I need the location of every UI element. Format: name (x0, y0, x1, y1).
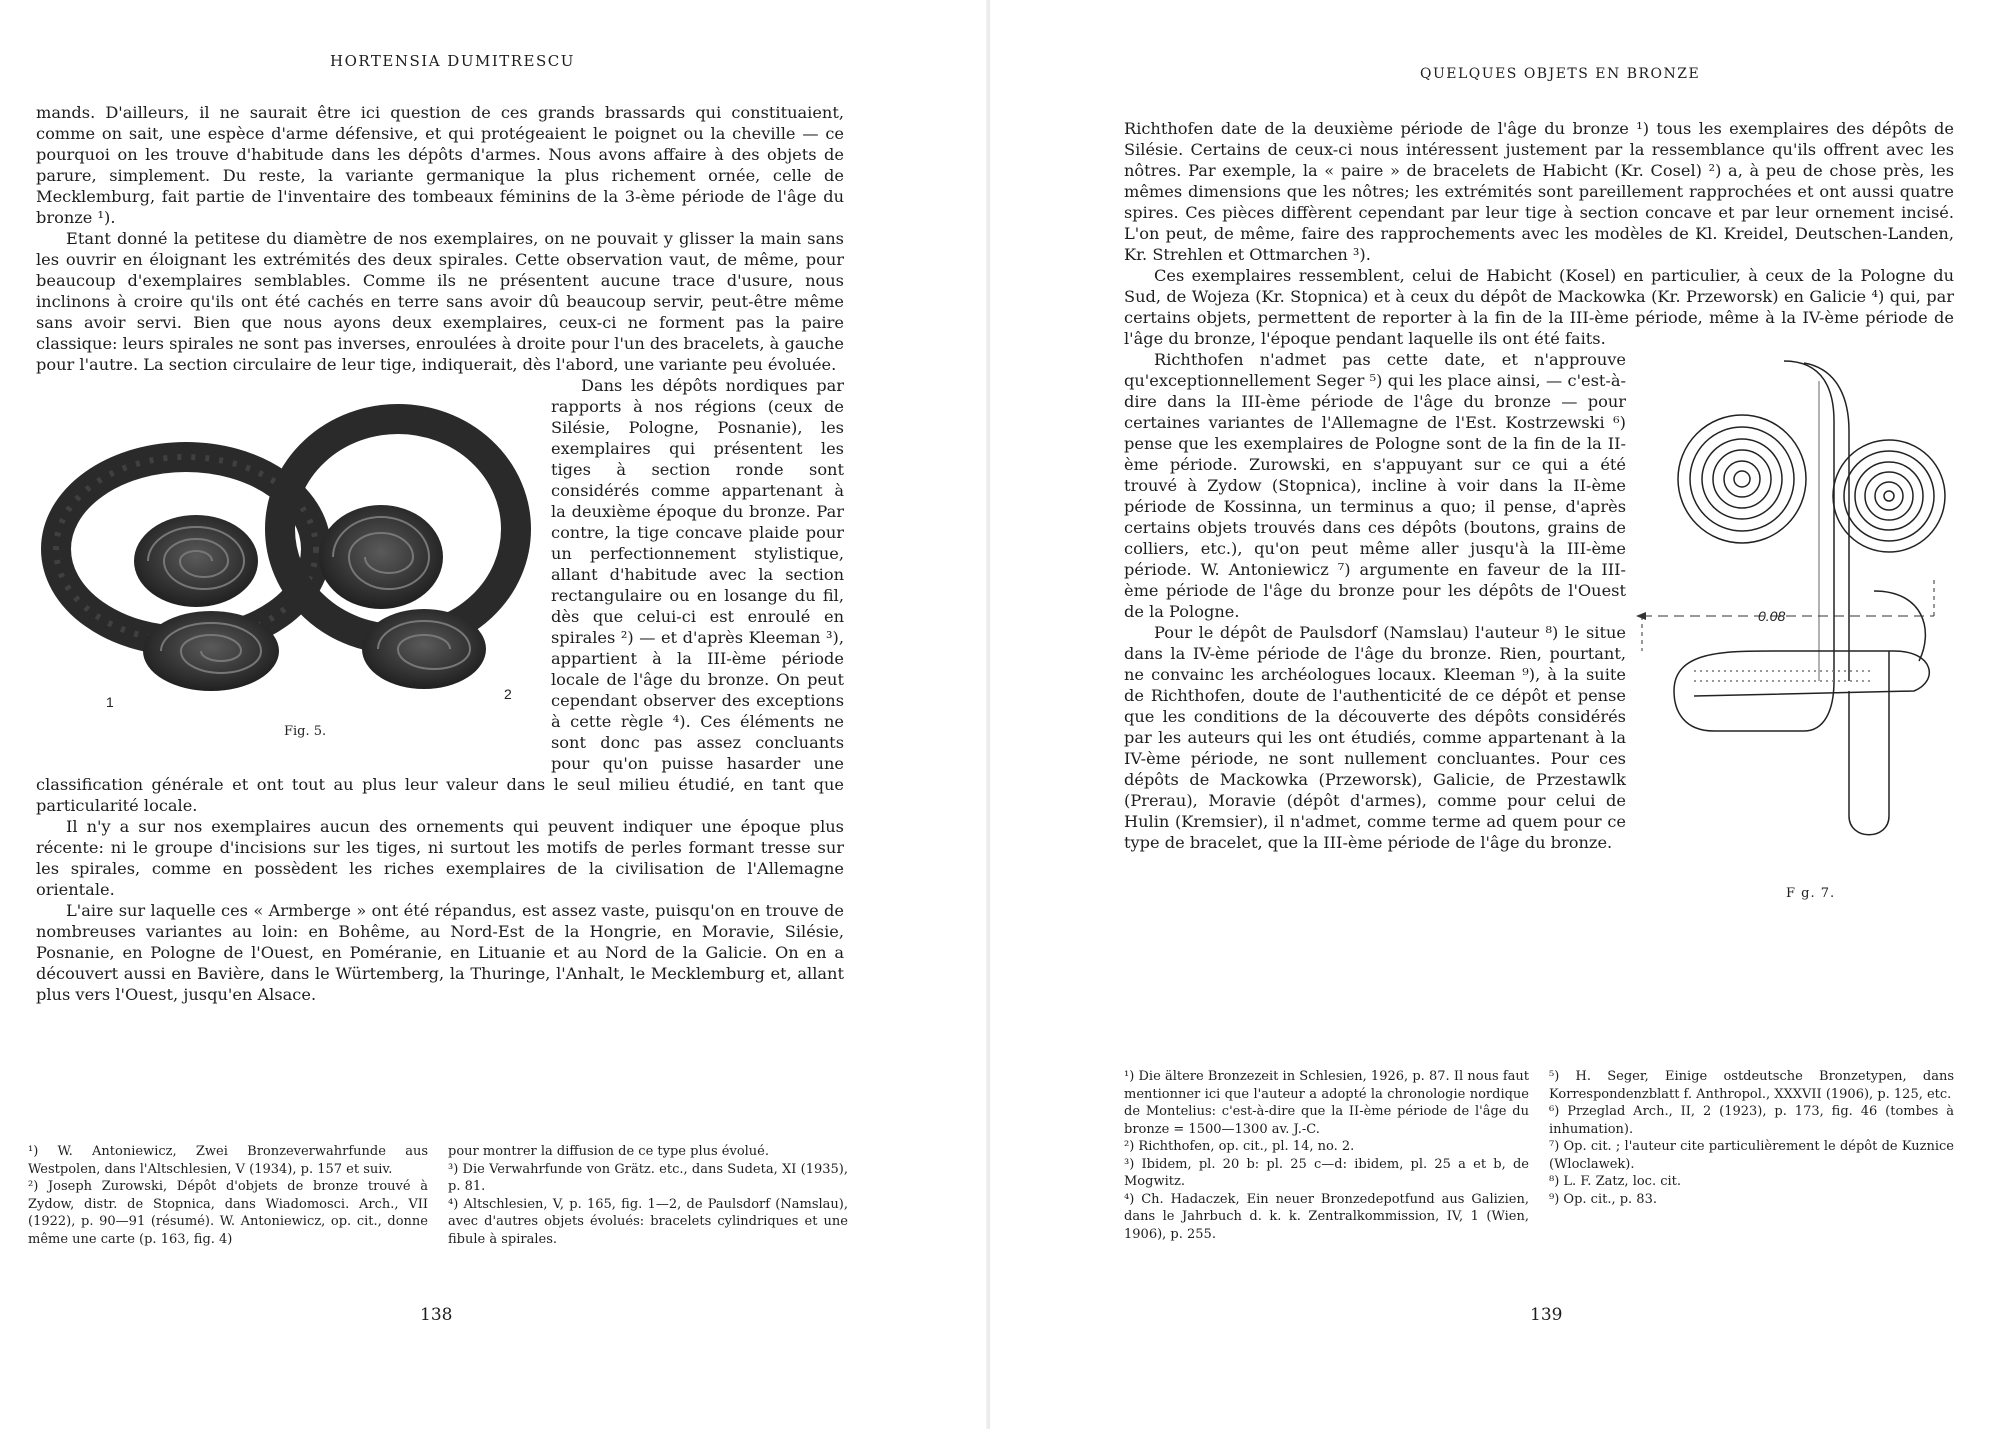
footnote: ⁴) Ch. Hadaczek, Ein neuer Bronzedepotfund aus Galizien, dans le Jahrbuch d. k. k. Zentralkommission, IV, 1 (Wien, 1906), p. 255. (1124, 1191, 1529, 1242)
figure-label-2: 2 (504, 686, 512, 702)
page-number-left: 138 (420, 1305, 453, 1325)
footnote: ⁸) L. F. Zatz, loc. cit. (1549, 1174, 1682, 1189)
footnote: ³) Die Verwahrfunde von Grätz. etc., dans Sudeta, XI (1935), p. 81. (448, 1161, 848, 1194)
footnote: ⁹) Op. cit., p. 83. (1549, 1191, 1657, 1207)
left-body (36, 102, 844, 1005)
footnote: ¹) Die ältere Bronzezeit in Schlesien, 1926, p. 87. Il nous faut mentionner ici que l'auteur a adopté la chronologie nordique de Montelius: c'est-à-dire que la II-ème période de l'âge du bronze = 1500—1300 av. J.-C. (1124, 1069, 1529, 1137)
footnote: ⁴) Altschlesien, V, p. 165, fig. 1—2, de Paulsdorf (Namslau), avec d'autres objets évolués: bracelets cylindriques et une fibule à spirales. (448, 1196, 848, 1247)
paragraph: Dans les dépôts nordiques par rapports à nos régions (ceux de Silésie, Pologne, Posnanie), les exemplaires qui présentent les tiges à section ronde sont considérés comme appartenant à la deuxième époque du bronze. Par contre, la tige concave plaide pour un perfectionnement stylistique, allant d'habitude avec la section rectangulaire ou en losange du fil, dès que celui-ci est enroulé en spirales ²) — et d'après Kleeman ³), appartient à la III-ème période locale de l'âge du bronze. On peut cependant observer des exceptions à cette règle ⁴). Ces éléments ne sont donc pas assez concluants pour qu'on puisse hasarder une classification générale et ont tout au plus leur valeur dans le seul milieu étudié, en tant que particularité locale. (36, 376, 844, 815)
paragraph: Etant donné la petitese du diamètre de nos exemplaires, on ne pouvait y glisser la main sans les ouvrir en éloignant les extrémités des deux spirales. Cette observation vaut, de même, pour beaucoup d'exemplaires semblables. Comme ils ne présentent aucune trace d'usure, nous inclinons à croire qu'ils ont été cachés en terre sans avoir dû beaucoup servir, peut-être même sans avoir servi. Bien que nous ayons deux exemplaires, ceux-ci ne forment pas la paire classique: leurs spirales ne sont pas inverses, enroulées à droite pour l'un des bracelets, à gauche pour l'autre. La section circulaire de leur tige, indiquerait, dès l'abord, une variante peu évoluée. (36, 229, 844, 374)
paragraph: Ces exemplaires ressemblent, celui de Habicht (Kosel) en particulier, à ceux de la Pologne du Sud, de Wojeza (Kr. Stopnica) et à ceux du dépôt de Mackowka (Kr. Przeworsk) en Galicie ⁴) qui, par certains objets, permettent de reporter à la fin de la III-ème période, même à la IV-ème période de l'âge du bronze, l'époque pendant laquelle ils ont été faits. (1124, 266, 1954, 348)
bracelet-drawing (1634, 351, 1954, 843)
right-page (990, 0, 2000, 1429)
paragraph: L'aire sur laquelle ces « Armberge » ont été répandus, est assez vaste, puisqu'on en trouve de nombreuses variantes au loin: en Bohême, au Nord-Est de la Hongrie, en Moravie, Silésie, Posnanie, en Pologne de l'Ouest, en Poméranie, en Lituanie et au Nord de la Galicie. On en a découvert aussi en Bavière, dans le Würtemberg, la Thuringe, l'Anhalt, le Mecklemburg et, allant plus vers l'Ouest, jusqu'en Alsace. (36, 901, 844, 1004)
figure-label-1: 1 (106, 694, 114, 710)
measure-annotation (1636, 576, 1934, 651)
footnote: ⁵) H. Seger, Einige ostdeutsche Bronzetypen, dans Korrespondenzblatt f. Anthropol., XXXVII (1906), p. 125, etc. (1549, 1069, 1954, 1102)
figure-7 (1634, 351, 1954, 843)
figure-caption: Fig. 5. (284, 724, 327, 739)
paragraph: Richthofen n'admet pas cette date, et n'approuve qu'exceptionnellement Seger ⁵) qui les place ainsi, — c'est-à-dire dans la III-ème période de l'âge du bronze — pour certaines variantes de l'Allemagne de l'Est. Kostrzewski ⁶) pense que les exemplaires de Pologne sont de la fin de la II-ème période. Zurowski, en s'appuyant sur ce qui a été trouvé à Zydow (Stopnica), incline à voir dans la II-ème période de Kossinna, un terminus a quo; il pense, d'après certains objets trouvés dans ces dépôts (boutons, grains de colliers, etc.), qu'on peut même aller jusqu'à la III-ème période. W. Antoniewicz ⁷) argumente en faveur de la III-ème période de l'âge du bronze pour les dépôts de l'Ouest de la Pologne. (1124, 350, 1626, 621)
figure-5 (36, 379, 541, 749)
spiral-right (1833, 440, 1945, 552)
running-head-left: HORTENSIA DUMITRESCU (330, 52, 575, 70)
figure-caption: F g. 7. (1786, 886, 1836, 901)
footnote: ²) Joseph Zurowski, Dépôt d'objets de bronze trouvé à Zydow, distr. de Stopnica, dans Wiadomosci. Arch., VII (1922), p. 90—91 (résumé). W. Antoniewicz, op. cit., donne même une carte (p. 163, fig. 4) (28, 1179, 428, 1247)
right-body (1124, 118, 1954, 853)
running-head-right: QUELQUES OBJETS EN BRONZE (1420, 66, 1701, 82)
bracelets-photo (36, 379, 541, 749)
page-number-right: 139 (1530, 1305, 1563, 1325)
left-footnotes (28, 1143, 848, 1278)
paragraph: mands. D'ailleurs, il ne saurait être ici question de ces grands brassards qui constituaient, comme on sait, une espèce d'arme défensive, et qui protégeaient le poignet ou la cheville — ce pourquoi on les trouve d'habitude dans les dépôts d'armes. Nous avons affaire à des objets de parure, simplement. Du reste, la variante germanique la plus richement ornée, celle de Mecklemburg, fait partie de l'inventaire des tombeaux féminins de la 3-ème période de l'âge du bronze ¹). (36, 103, 844, 227)
footnote: ⁶) Przeglad Arch., II, 2 (1923), p. 173, fig. 46 (tombes à inhumation). (1549, 1104, 1954, 1137)
footnote: ²) Richthofen, op. cit., pl. 14, no. 2. (1124, 1139, 1355, 1154)
paragraph: Pour le dépôt de Paulsdorf (Namslau) l'auteur ⁸) le situe dans la IV-ème période de l'âge du bronze. Rien, pourtant, ne convainc les archéologues locaux. Kleeman ⁹), à la suite de Richthofen, doute de l'authenticité de ce dépôt et pense que les conditions de la découverte des dépôts considérés par les auteurs qui les ont étudiés, comme appartenant à la IV-ème période, ne sont nullement concluantes. Pour ces dépôts de Mackowka (Przeworsk), Galicie, de Przestawlk (Prerau), Moravie (dépôt d'armes), comme pour celui de Hulin (Kremsier), il n'admet, comme terme ad quem pour ce type de bracelet, que la III-ème période de l'âge du bronze. (1124, 623, 1626, 852)
spiral-left (1678, 415, 1806, 543)
footnote: ³) Ibidem, pl. 20 b: pl. 25 c—d: ibidem, pl. 25 a et b, de Mogwitz. (1124, 1156, 1529, 1189)
right-footnotes (1124, 1068, 1954, 1268)
paragraph: Richthofen date de la deuxième période de l'âge du bronze ¹) tous les exemplaires des dépôts de Silésie. Certains de ceux-ci nous intéressent justement par la ressemblance qu'ils offrent avec les nôtres. Par exemple, la « paire » de bracelets de Habicht (Kr. Cosel) ²) a, à peu de chose près, les mêmes dimensions que les nôtres; les extrémités sont pareillement rapprochées et ont aussi quatre spires. Ces pièces diffèrent cependant par leur tige à section concave et par leur ornement incisé. L'on peut, de même, faire des rapprochements avec les modèles de Kl. Kreidel, Deutschen-Landen, Kr. Strehlen et Ottmarchen ³). (1124, 119, 1954, 264)
footnote: ⁷) Op. cit. ; l'auteur cite particulièrement le dépôt de Kuznice (Wloclawek). (1549, 1139, 1954, 1172)
footnote: pour montrer la diffusion de ce type plus évolué. (448, 1144, 770, 1159)
footnote: ¹) W. Antoniewicz, Zwei Bronzeverwahrfunde aus Westpolen, dans l'Altschlesien, V (1934), p. 157 et suiv. (28, 1144, 428, 1177)
measure-label: 0.08 (1758, 608, 1786, 624)
paragraph: Il n'y a sur nos exemplaires aucun des ornements qui peuvent indiquer une époque plus récente: ni le groupe d'incisions sur les tiges, ni surtout les motifs de perles formant tresse sur les spirales, comme en possèdent les riches exemplaires de la civilisation de l'Allemagne orientale. (36, 817, 844, 899)
left-page (0, 0, 990, 1429)
